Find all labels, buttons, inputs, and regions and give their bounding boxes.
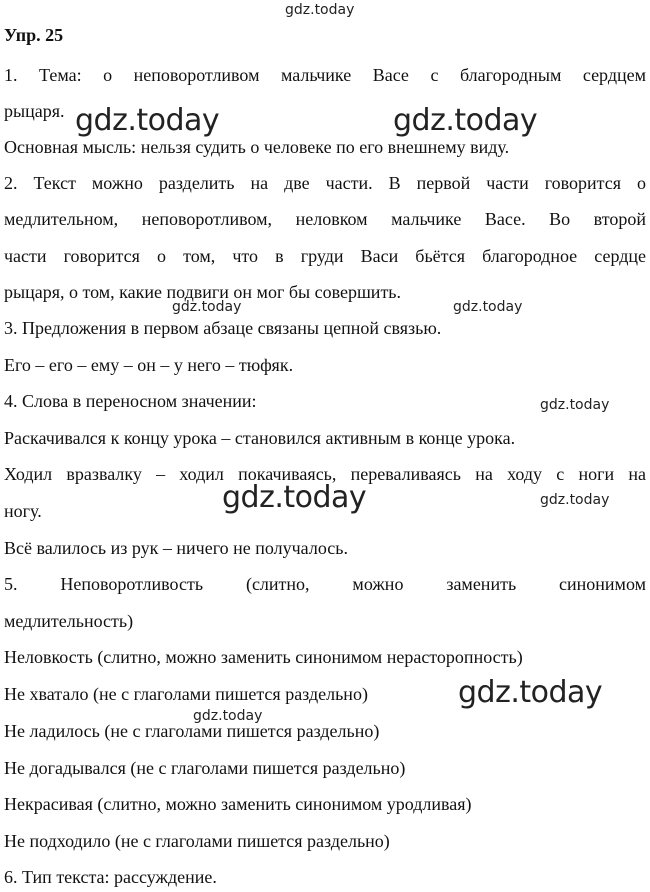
watermark-small-4: gdz.today — [540, 492, 610, 508]
text-line: ногу. — [4, 501, 42, 521]
text-line: 2. Текст можно разделить на две части. В первой части говорится о — [4, 173, 646, 193]
text-line: Неловкость (слитно, можно заменить синонимом нерасторопность) — [4, 647, 523, 667]
text-line: Его – его – ему – он – у него – тюфяк. — [4, 355, 294, 375]
text-line: 1. Тема: о неповоротливом мальчике Васе с благородным сердцем — [4, 65, 646, 85]
watermark-center: gdz.today — [222, 480, 367, 515]
text-line: Основная мысль: нельзя судить о человеке по его внешнему виду. — [4, 137, 510, 157]
text-line: 6. Тип текста: рассуждение. — [4, 867, 217, 887]
watermark-small-1: gdz.today — [172, 299, 242, 315]
text-line: 3. Предложения в первом абзаце связаны цепной связью. — [4, 318, 442, 338]
text-line: Не догадывался (не с глаголами пишется раздельно) — [4, 758, 406, 778]
text-line: Не хватало (не с глаголами пишется раздельно) — [4, 684, 368, 704]
text-line: Некрасивая (слитно, можно заменить синонимом уродливая) — [4, 794, 472, 814]
watermark-small-5: gdz.today — [193, 708, 263, 724]
text-line: Не подходило (не с глаголами пишется раздельно) — [4, 831, 390, 851]
text-line: 5. Неповоротливость (слитно, можно заменить синонимом — [4, 574, 646, 594]
watermark-left-1: gdz.today — [75, 103, 220, 138]
watermark-right-1: gdz.today — [393, 103, 538, 138]
watermark-right-2: gdz.today — [458, 675, 603, 710]
text-line: Ходил вразвалку – ходил покачиваясь, переваливаясь на ходу с ноги на — [4, 464, 646, 484]
text-line: медлительность) — [4, 611, 134, 631]
text-line: медлительном, неповоротливом, неловком мальчике Васе. Во второй — [4, 209, 646, 229]
text-line: рыцаря, о том, какие подвиги он мог бы совершить. — [4, 282, 402, 302]
watermark-small-3: gdz.today — [540, 397, 610, 413]
text-line: Раскачивался к концу урока – становился активным в конце урока. — [4, 428, 516, 448]
text-line: рыцаря. — [4, 101, 65, 121]
text-line: 4. Слова в переносном значении: — [4, 391, 257, 411]
watermark-small-2: gdz.today — [453, 299, 523, 315]
text-line: Не ладилось (не с глаголами пишется раздельно) — [4, 721, 380, 741]
exercise-title: Упр. 25 — [4, 25, 64, 45]
text-line: части говорится о том, что в груди Васи бьётся благородное сердце — [4, 246, 646, 266]
text-line: Всё валилось из рук – ничего не получалось. — [4, 538, 348, 558]
watermark-top: gdz.today — [285, 2, 355, 18]
